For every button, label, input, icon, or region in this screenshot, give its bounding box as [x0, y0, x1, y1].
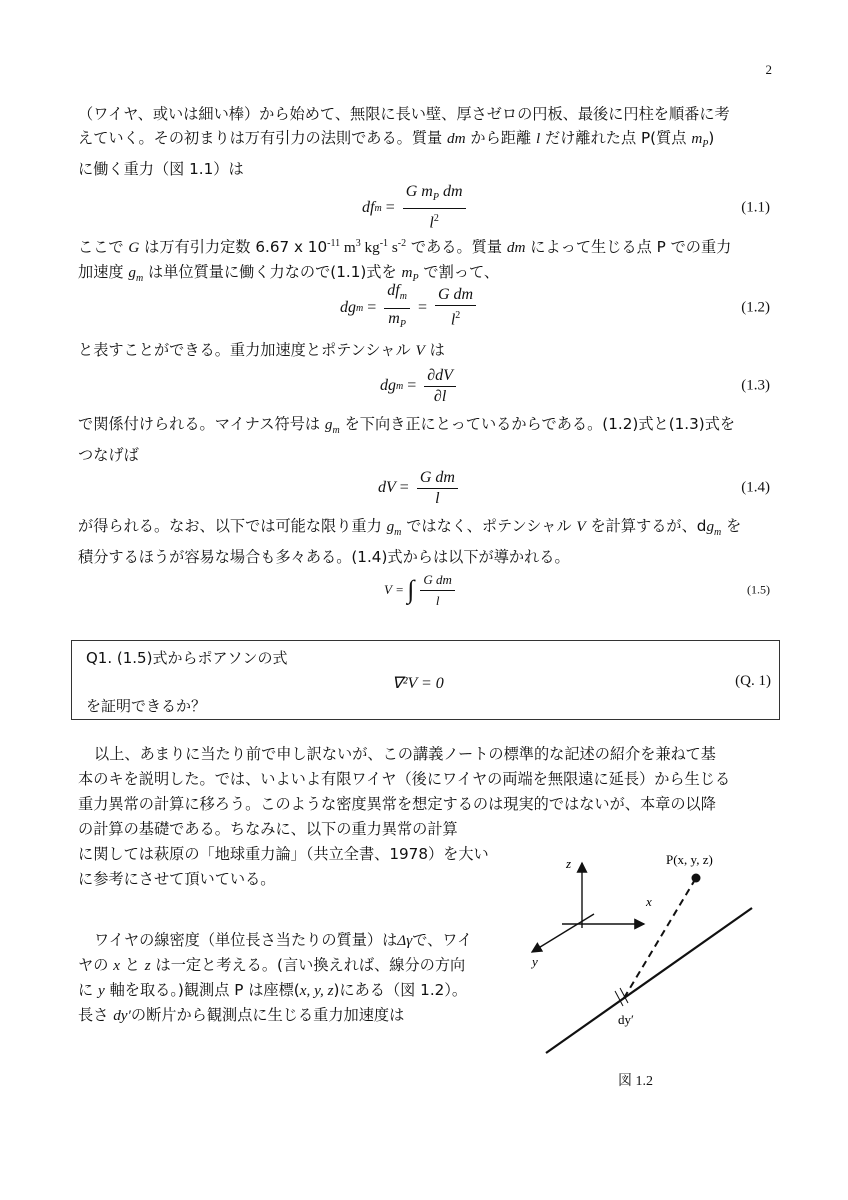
text-line: 積分するほうが容易な場合も多々ある。(1.4)式からは以下が導かれる。 — [78, 548, 570, 567]
question-box — [71, 640, 780, 720]
text-line: と表すことができる。重力加速度とポテンシャル V は — [78, 341, 445, 359]
wire-line — [546, 908, 752, 1053]
text-line: に y 軸を取る。)観測点 P は座標(x, y, z)にある（図 1.2）。 — [78, 981, 468, 999]
question-text: Q1. (1.5)式からポアソンの式 — [86, 649, 288, 667]
paragraph-potential — [78, 338, 772, 363]
paragraph-integral — [78, 514, 772, 569]
paragraph-constant — [78, 232, 772, 291]
text-line: 長さ dy′の断片から観測点に生じる重力加速度は — [78, 1006, 405, 1024]
text-line: ヤの x と z は一定と考える。(言い換えれば、線分の方向 — [78, 956, 466, 974]
z-axis-label: z — [566, 856, 572, 871]
paragraph-sign — [78, 412, 772, 467]
poisson-equation: ∇²V = 0 — [392, 675, 444, 692]
text-line: 本のキを説明した。では、いよいよ有限ワイヤ（後にワイヤの両端を無限遠に延長）から生じる — [78, 770, 731, 788]
text-line: ワイヤの線密度（単位長さ当たりの質量）はΔγで、ワイ — [94, 931, 473, 949]
point-label: P(x, y, z) — [666, 852, 713, 867]
figure-caption: 図 1.2 — [618, 1074, 653, 1089]
observation-point — [692, 874, 701, 883]
page-number: 2 — [765, 62, 772, 77]
text-line: の計算の基礎である。ちなみに、以下の重力異常の計算 — [78, 820, 458, 838]
text-line: が得られる。なお、以下では可能な限り重力 $g_m$ ではなく、ポテンシャル V を計算するが、$dg_m$ を — [78, 517, 742, 539]
y-axis-label: y — [532, 954, 538, 969]
text-line: に参考にさせて頂いている。 — [78, 870, 276, 888]
equation-1-4: dV = $\frac{\text{G dm}}{l}$ (1.4) — [378, 468, 770, 507]
equation-number: (1.2) — [741, 299, 770, 316]
text-line: 重力異常の計算に移ろう。このような密度異常を想定するのは現実的ではないが、本章の以降 — [78, 795, 716, 813]
equation-number: (1.3) — [741, 377, 770, 394]
text-line: に働く重力（図 1.1）は — [78, 160, 244, 179]
text-line: （ワイヤ、或いは細い棒）から始めて、無限に長い壁、厚さゼロの円板、最後に円柱を順番に考 — [78, 105, 730, 123]
text-line: ここで G は万有引力定数 6.67 x $10^{-11}$ $m^3$ $kg^{-1}$ $s^{-2}$ である。質量 dm によって生じる点 P での重力 — [78, 238, 732, 257]
equation-number: (1.5) — [747, 582, 770, 597]
figure-wire-geometry — [520, 848, 780, 1063]
equation-1-1: df m = $\frac{G m_P dm}{l^2}$ (1.1) — [362, 183, 770, 232]
equation-number: (Q. 1) — [735, 673, 771, 689]
question-text: を証明できるか？ — [86, 697, 207, 715]
text-line: つなげば — [78, 446, 139, 465]
equation-1-5: V = ∫ $\frac{\text{G dm}}{l}$ (1.5) — [384, 571, 770, 608]
equation-1-3: dg m = $\frac{\partial dV}{\partial l}$ (1.3) — [380, 366, 770, 405]
element-label: dy′ — [618, 1012, 634, 1027]
distance-line — [624, 878, 696, 998]
y-axis — [532, 914, 594, 952]
text-line: 加速度 $g_m$ は単位質量に働く力なので(1.1)式を $m_P$ で割って、 — [78, 263, 500, 285]
equation-number: (1.4) — [741, 479, 770, 496]
paragraph-intro — [78, 102, 772, 181]
equation-number: (1.1) — [741, 199, 770, 216]
text-line: で関係付けられる。マイナス符号は $g_m$ を下向き正にとっているからである。(1.2)式と(1.3)式を — [78, 415, 736, 437]
equation-1-2: dg m = $\frac{df_m}{m_P}$ = $\frac{\text{G dm}}{l^2}$ (1.2) — [340, 282, 770, 330]
text-line: に関しては萩原の「地球重力論」（共立全書、1978）を大い — [78, 845, 489, 863]
paragraph-wire-density — [78, 928, 508, 1028]
text-line: えていく。その初まりは万有引力の法則である。質量 dm から距離 l だけ離れた点 P(質点 $m_P$) — [78, 129, 715, 151]
text-line: 以上、あまりに当たり前で申し訳ないが、この講義ノートの標準的な記述の紹介を兼ねて基 — [94, 745, 716, 763]
x-axis-label: x — [646, 894, 652, 909]
